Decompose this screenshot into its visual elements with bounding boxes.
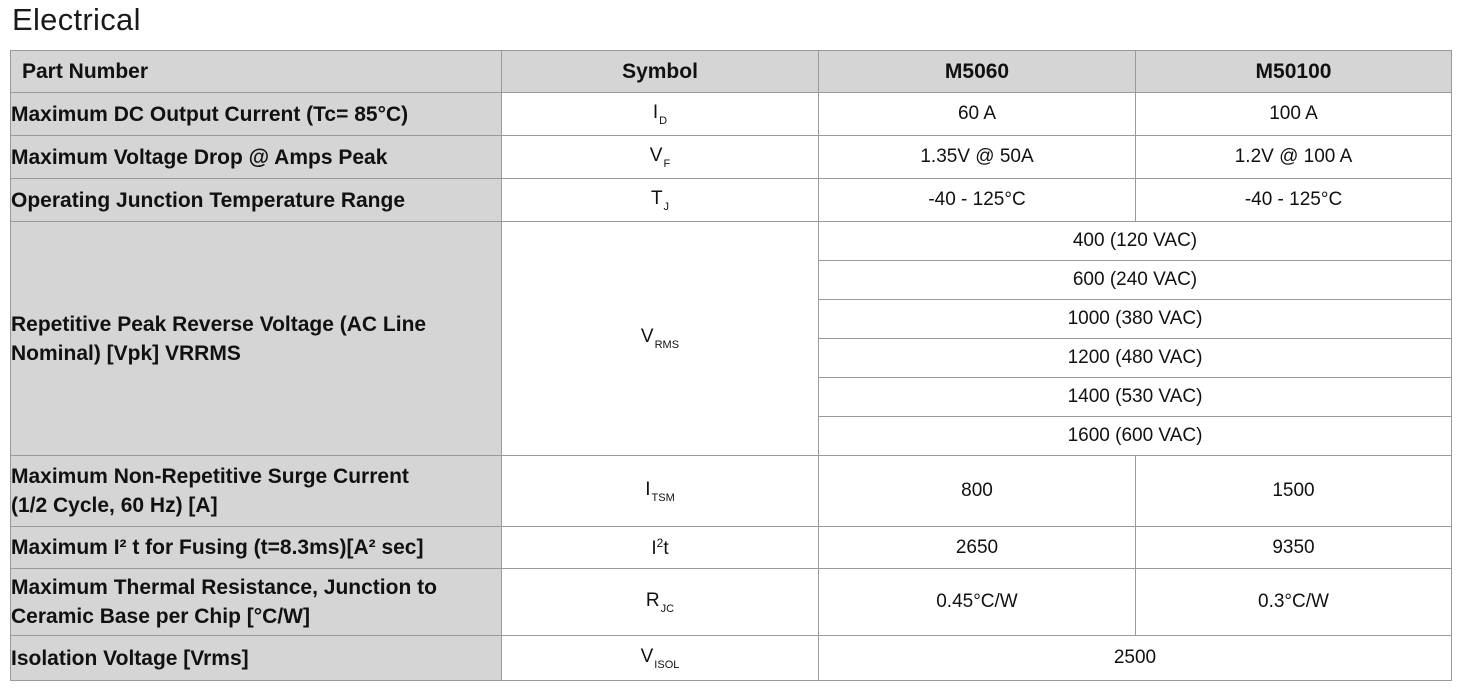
symbol-subscript: TSM <box>651 491 675 504</box>
section-title: Electrical <box>12 2 141 37</box>
value-m50100: 9350 <box>1136 527 1452 569</box>
table-row <box>11 527 1452 569</box>
param-label-line1: Repetitive Peak Reverse Voltage (AC Line <box>11 312 427 336</box>
value-m5060: -40 - 125°C <box>819 179 1136 222</box>
symbol-subscript: D <box>659 114 668 127</box>
symbol-subscript: JC <box>660 602 675 615</box>
param-label <box>11 456 502 527</box>
symbol-main: I <box>652 101 659 123</box>
header-symbol: Symbol <box>502 51 819 93</box>
param-label: Operating Junction Temperature Range <box>11 179 502 222</box>
value-m50100: 1.2V @ 100 A <box>1136 136 1452 179</box>
value-shared: 1000 (380 VAC) <box>819 300 1452 339</box>
symbol-cell <box>502 636 819 681</box>
param-label <box>11 222 502 456</box>
header-part-number: Part Number <box>11 51 502 93</box>
value-shared: 2500 <box>819 636 1452 681</box>
value-shared: 600 (240 VAC) <box>819 261 1452 300</box>
param-label <box>11 569 502 636</box>
symbol-cell <box>502 456 819 527</box>
param-label: Isolation Voltage [Vrms] <box>11 636 502 681</box>
param-label-line1: Maximum Thermal Resistance, Junction to <box>11 576 437 599</box>
header-m5060: M5060 <box>819 51 1136 93</box>
symbol-main: V <box>640 645 654 667</box>
symbol-main: I <box>645 478 651 500</box>
param-label-line2: (1/2 Cycle, 60 Hz) [A] <box>11 494 218 517</box>
param-label-line2: Nominal) [Vpk] VRRMS <box>11 341 241 365</box>
value-m50100: 1500 <box>1136 456 1452 527</box>
value-m5060: 0.45°C/W <box>819 569 1136 636</box>
symbol-subscript: RMS <box>654 339 680 351</box>
symbol-subscript: J <box>663 200 670 213</box>
symbol-main: R <box>645 589 660 611</box>
table-row <box>11 636 1452 681</box>
symbol-subscript: F <box>663 157 671 170</box>
param-label: Maximum Voltage Drop @ Amps Peak <box>11 136 502 179</box>
table-row <box>11 93 1452 136</box>
value-m50100: 0.3°C/W <box>1136 569 1452 636</box>
table-row <box>11 569 1452 636</box>
symbol-cell <box>502 527 819 569</box>
symbol-cell <box>502 569 819 636</box>
value-shared: 400 (120 VAC) <box>819 222 1452 261</box>
param-label-line2: Ceramic Base per Chip [°C/W] <box>11 605 310 628</box>
value-m5060: 2650 <box>819 527 1136 569</box>
symbol-main: V <box>649 144 663 166</box>
value-m5060: 1.35V @ 50A <box>819 136 1136 179</box>
symbol-main: T <box>650 187 663 209</box>
symbol-cell <box>502 136 819 179</box>
symbol-main: V <box>640 326 654 347</box>
symbol-tail: t <box>663 537 669 559</box>
table-header-row <box>11 51 1452 93</box>
value-m5060: 60 A <box>819 93 1136 136</box>
value-m5060: 800 <box>819 456 1136 527</box>
value-shared: 1400 (530 VAC) <box>819 378 1452 417</box>
table-row <box>11 179 1452 222</box>
param-label: Maximum DC Output Current (Tc= 85°C) <box>11 93 502 136</box>
symbol-cell <box>502 222 819 456</box>
param-label-line1: Maximum Non-Repetitive Surge Current <box>11 465 409 488</box>
symbol-superscript: 2 <box>656 535 664 550</box>
table-row <box>11 136 1452 179</box>
value-m50100: 100 A <box>1136 93 1452 136</box>
header-m50100: M50100 <box>1136 51 1452 93</box>
table-row <box>11 456 1452 527</box>
param-label: Maximum I² t for Fusing (t=8.3ms)[A² sec] <box>11 527 502 569</box>
symbol-main: I <box>651 537 657 559</box>
value-shared: 1600 (600 VAC) <box>819 417 1452 456</box>
table-row <box>11 222 1452 261</box>
electrical-spec-table <box>10 50 1452 681</box>
symbol-subscript: ISOL <box>654 658 680 671</box>
value-m50100: -40 - 125°C <box>1136 179 1452 222</box>
value-shared: 1200 (480 VAC) <box>819 339 1452 378</box>
symbol-cell <box>502 179 819 222</box>
symbol-cell <box>502 93 819 136</box>
